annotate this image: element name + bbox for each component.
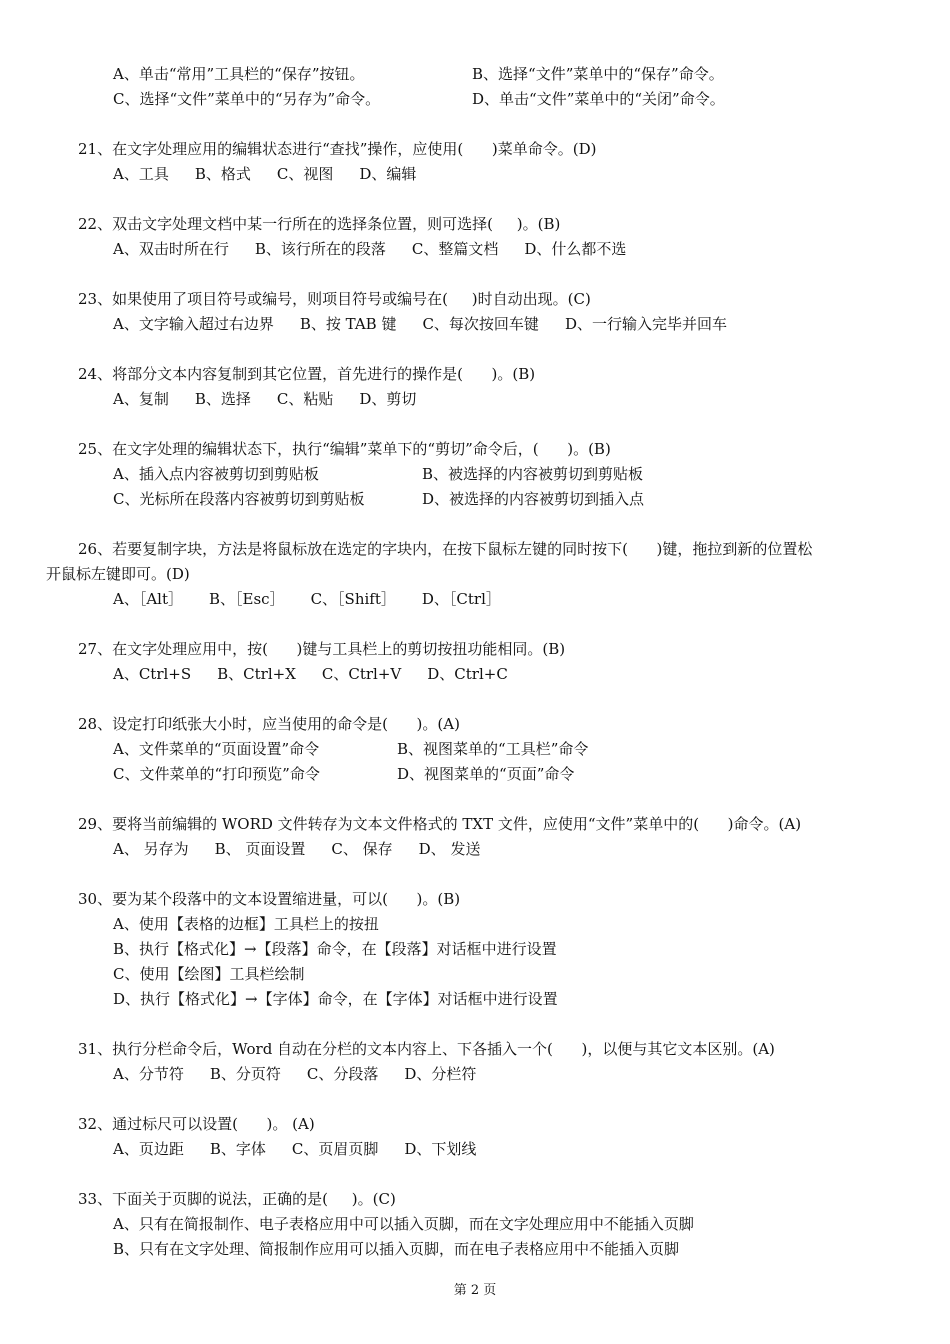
answer-option: C、整篇文档 [411,240,499,258]
answer-options-row [113,164,416,184]
question-text: 33、下面关于页脚的说法，正确的是( )。(C) [78,1190,396,1208]
answer-option: D、编辑 [359,165,417,183]
answer-option: D、被选择的内容被剪切到插入点 [422,490,645,508]
answer-option: B、视图菜单的“工具栏”命令 [397,740,589,758]
answer-option: B、被选择的内容被剪切到剪贴板 [422,465,644,483]
answer-option: B、分页符 [209,1065,281,1083]
question-text: 24、将部分文本内容复制到其它位置，首先进行的操作是( )。(B) [78,365,536,383]
answer-option: D、单击“文件”菜单中的“关闭”命令。 [472,90,725,108]
answer-option: C、页眉页脚 [291,1140,379,1158]
question-text: 23、如果使用了项目符号或编号，则项目符号或编号在( )时自动出现。(C) [78,290,591,308]
question-text: 26、若要复制字块，方法是将鼠标放在选定的字块内，在按下鼠标左键的同时按下( )键，拖拉到新的位置松 [78,540,813,558]
answer-option: A、使用【表格的边框】工具栏上的按扭 [113,915,379,933]
answer-option: B、按 TAB 键 [299,315,397,333]
question-text: 28、设定打印纸张大小时，应当使用的命令是( )。(A) [78,715,460,733]
answer-option: B、选择 [194,390,251,408]
answer-option: B、只有在文字处理、简报制作应用可以插入页脚，而在电子表格应用中不能插入页脚 [113,1240,680,1258]
answer-option: A、Ctrl+S [113,665,192,683]
answer-option: C、每次按回车键 [422,315,539,333]
answer-option: A、单击“常用”工具栏的“保存”按钮。 [113,65,365,83]
answer-option: D、下划线 [404,1140,477,1158]
answer-option: D、［Ctrl］ [421,590,501,608]
answer-option: B、该行所在的段落 [254,240,386,258]
answer-option: C、粘贴 [276,390,334,408]
question-text: 22、双击文字处理文档中某一行所在的选择条位置，则可选择( )。(B) [78,215,561,233]
question-text: 32、通过标尺可以设置( )。 (A) [78,1115,315,1133]
question-text: 27、在文字处理应用中，按( )键与工具栏上的剪切按扭功能相同。(B) [78,640,566,658]
answer-options-row [113,589,501,609]
answer-option: B、［Esc］ [209,590,285,608]
answer-option: D、剪切 [359,390,417,408]
answer-options-row [113,839,480,859]
answer-options-row [113,389,416,409]
answer-option: A、双击时所在行 [113,240,229,258]
answer-options-row [113,1139,476,1159]
question-text: 29、要将当前编辑的 WORD 文件转存为文本文件格式的 TXT 文件，应使用“文件”菜单中的( )命令。(A) [78,815,802,833]
answer-option: A、 另存为 [113,840,189,858]
answer-options-row [113,664,508,684]
answer-option: A、插入点内容被剪切到剪贴板 [113,465,319,483]
answer-options-row [113,314,727,334]
page-number: 第 2 页 [453,1283,497,1298]
answer-option: B、选择“文件”菜单中的“保存”命令。 [472,65,724,83]
answer-option: D、一行输入完毕并回车 [564,315,727,333]
answer-option: C、Ctrl+V [321,665,402,683]
question-text: 30、要为某个段落中的文本设置缩进量，可以( )。(B) [78,890,461,908]
answer-option: C、［Shift］ [310,590,396,608]
answer-option: A、只有在简报制作、电子表格应用中可以插入页脚，而在文字处理应用中不能插入页脚 [113,1215,694,1233]
answer-option: C、文件菜单的“打印预览”命令 [113,765,320,783]
answer-option: A、文字输入超过右边界 [113,315,274,333]
answer-option: D、执行【格式化】→【字体】命令，在【字体】对话框中进行设置 [113,990,558,1008]
answer-option: C、分段落 [306,1065,379,1083]
answer-option: D、视图菜单的“页面”命令 [397,765,575,783]
answer-option: C、选择“文件”菜单中的“另存为”命令。 [113,90,381,108]
answer-option: D、Ctrl+C [427,665,508,683]
answer-option: B、Ctrl+X [217,665,296,683]
answer-option: D、 发送 [418,840,481,858]
answer-option: A、复制 [113,390,169,408]
answer-option: D、分栏符 [404,1065,477,1083]
question-text-continued: 开鼠标左键即可。(D) [46,565,190,583]
answer-options-row [113,1064,476,1084]
answer-option: A、页边距 [113,1140,184,1158]
answer-option: A、文件菜单的“页面设置”命令 [113,740,320,758]
answer-option: C、光标所在段落内容被剪切到剪贴板 [113,490,365,508]
answer-option: C、使用【绘图】工具栏绘制 [113,965,305,983]
answer-option: A、工具 [113,165,169,183]
answer-option: A、［Alt］ [113,590,183,608]
answer-options-row [113,239,626,259]
answer-option: B、执行【格式化】→【段落】命令，在【段落】对话框中进行设置 [113,940,557,958]
question-text: 25、在文字处理的编辑状态下，执行“编辑”菜单下的“剪切”命令后，( )。(B) [78,440,611,458]
question-text: 21、在文字处理应用的编辑状态进行“查找”操作，应使用( )菜单命令。(D) [78,140,597,158]
answer-option: A、分节符 [113,1065,184,1083]
answer-option: C、视图 [276,165,334,183]
question-text: 31、执行分栏命令后，Word 自动在分栏的文本内容上、下各插入一个( )，以便与其它文本区别。(A) [78,1040,775,1058]
answer-option: B、格式 [194,165,251,183]
answer-option: D、什么都不选 [524,240,627,258]
answer-option: B、 页面设置 [214,840,306,858]
answer-option: B、字体 [209,1140,266,1158]
answer-option: C、 保存 [331,840,393,858]
